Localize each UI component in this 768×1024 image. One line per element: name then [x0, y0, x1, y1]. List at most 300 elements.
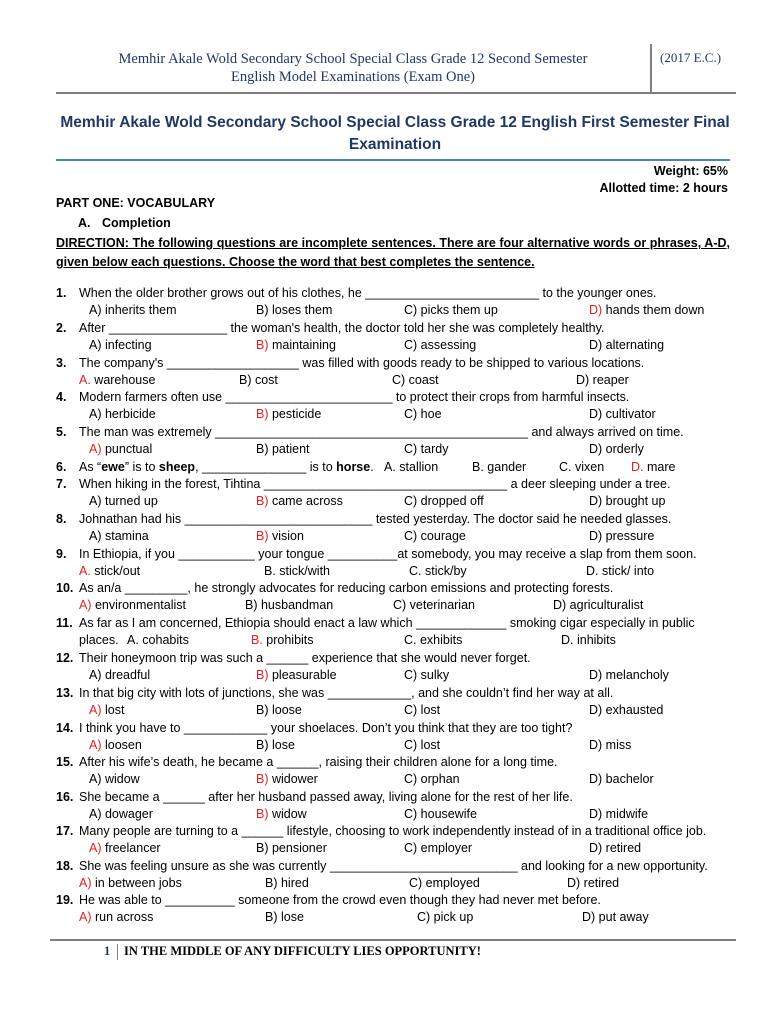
answer-option[interactable]: [89, 807, 153, 821]
stem-part: As “: [79, 460, 102, 474]
option-text: cohabits: [138, 633, 189, 647]
question-item: [56, 651, 736, 685]
answer-option[interactable]: [404, 407, 442, 421]
option-text: stallion: [395, 460, 439, 474]
option-text: herbicide: [101, 407, 156, 421]
answer-option[interactable]: [589, 494, 665, 508]
answer-option[interactable]: [561, 633, 616, 647]
answer-option[interactable]: [89, 668, 150, 682]
option-letter: B): [256, 772, 269, 786]
header-line-2: English Model Examinations (Exam One): [230, 69, 476, 85]
answer-option[interactable]: [472, 460, 526, 474]
option-letter: A): [89, 841, 102, 855]
option-letter: D): [589, 442, 603, 456]
option-text: in between jobs: [91, 876, 182, 890]
option-text: stick/by: [421, 564, 467, 578]
question-number: 11.: [56, 616, 73, 630]
option-letter: C): [404, 494, 418, 508]
option-text: loses them: [268, 303, 333, 317]
option-letter: B): [265, 876, 278, 890]
option-text: pesticide: [268, 407, 322, 421]
footer-motto: IN THE MIDDLE OF ANY DIFFICULTY LIES OPPORTUNITY!: [124, 944, 481, 958]
answer-option[interactable]: [264, 564, 330, 578]
option-text: retired: [580, 876, 620, 890]
option-letter: D): [589, 703, 603, 717]
option-letter: A): [89, 442, 102, 456]
answer-option[interactable]: [409, 564, 467, 578]
option-letter: D): [589, 807, 603, 821]
option-row: [79, 460, 729, 477]
option-text: environmentalist: [91, 598, 186, 612]
question-stem: When the older brother grows out of his clothes, he _________________________ to the younger ones.: [79, 286, 657, 300]
option-letter: B): [256, 668, 269, 682]
option-text: lost: [417, 703, 441, 717]
option-text: warehouse: [90, 373, 156, 387]
answer-option[interactable]: [256, 407, 321, 421]
option-text: midwife: [602, 807, 649, 821]
option-text: dropped off: [417, 494, 484, 508]
option-row: [79, 703, 729, 720]
section-letter: A.: [78, 216, 91, 230]
header-rule: [56, 92, 736, 94]
option-letter: C): [404, 407, 418, 421]
option-letter: C): [404, 738, 418, 752]
option-text: brought up: [602, 494, 666, 508]
time-label: Allotted time: 2 hours: [599, 181, 728, 195]
option-letter: D): [589, 338, 603, 352]
stem-part: horse: [336, 460, 371, 474]
question-number: 8.: [56, 512, 67, 526]
answer-option[interactable]: [265, 876, 309, 890]
question-stem: She became a ______ after her husband passed away, living alone for the rest of her life.: [79, 790, 573, 804]
option-letter: B): [256, 841, 269, 855]
option-text: reaper: [589, 373, 629, 387]
answer-option[interactable]: [393, 598, 475, 612]
option-text: lost: [417, 738, 441, 752]
answer-option[interactable]: [404, 442, 448, 456]
option-row: [79, 598, 729, 615]
option-letter: A): [89, 303, 102, 317]
option-text: loosen: [101, 738, 142, 752]
answer-option[interactable]: [404, 338, 476, 352]
answer-option[interactable]: [576, 373, 629, 387]
answer-option[interactable]: [256, 738, 295, 752]
option-letter: A.: [127, 633, 139, 647]
option-text: punctual: [101, 442, 153, 456]
answer-option[interactable]: [589, 303, 704, 317]
answer-option[interactable]: [79, 876, 182, 890]
option-text: hoe: [417, 407, 442, 421]
option-text: dowager: [101, 807, 153, 821]
question-number: 18.: [56, 859, 74, 873]
answer-option[interactable]: [256, 529, 304, 543]
option-text: prohibits: [262, 633, 314, 647]
answer-option[interactable]: [589, 703, 663, 717]
option-letter: B): [256, 442, 269, 456]
question-stem: In that big city with lots of junctions, she was ____________, and she couldn’t find her way at all.: [79, 686, 614, 700]
option-row: [79, 494, 729, 511]
option-letter: D): [582, 910, 596, 924]
option-text: coast: [405, 373, 439, 387]
header-school-title: [56, 50, 650, 86]
answer-option[interactable]: [409, 876, 480, 890]
page-header: [56, 44, 736, 94]
question-stem: She was feeling unsure as she was currently ___________________________ and looking for a new opportunity.: [79, 859, 708, 873]
stem-part: .: [370, 460, 374, 474]
section-heading: [78, 216, 171, 230]
question-item: [56, 721, 736, 755]
option-letter: A): [89, 703, 102, 717]
title-rule: [56, 159, 730, 161]
question-stem: Modern farmers often use ________________________ to protect their crops from harmful insects.: [79, 390, 630, 404]
option-letter: A): [79, 876, 92, 890]
question-number: 15.: [56, 755, 74, 769]
option-letter: D): [553, 598, 567, 612]
answer-option[interactable]: [256, 841, 327, 855]
option-letter: B.: [264, 564, 276, 578]
option-letter: A): [89, 668, 102, 682]
answer-option[interactable]: [589, 738, 631, 752]
question-item: [56, 893, 736, 927]
option-letter: C): [404, 841, 418, 855]
option-text: put away: [595, 910, 649, 924]
option-letter: B): [245, 598, 258, 612]
answer-option[interactable]: [586, 564, 654, 578]
answer-option[interactable]: [404, 772, 460, 786]
option-letter: B): [256, 807, 269, 821]
question-item: [56, 616, 736, 650]
answer-option[interactable]: [256, 703, 302, 717]
answer-option[interactable]: [589, 668, 669, 682]
question-number: 16.: [56, 790, 74, 804]
answer-option[interactable]: [89, 703, 124, 717]
option-letter: A): [89, 529, 102, 543]
answer-option[interactable]: [404, 807, 477, 821]
exam-title-line-2: Examination: [348, 136, 442, 153]
option-letter: B): [256, 494, 269, 508]
question-stem: As far as I am concerned, Ethiopia should enact a law which _____________ smoking cigar especially in public: [79, 616, 695, 630]
option-text: stick/ into: [598, 564, 655, 578]
answer-option[interactable]: [79, 564, 140, 578]
answer-option[interactable]: [589, 841, 641, 855]
answer-option[interactable]: [89, 407, 156, 421]
option-row: [79, 738, 729, 755]
answer-option[interactable]: [582, 910, 649, 924]
question-stem: The company's ___________________ was filled with goods ready to be shipped to various locations.: [79, 356, 645, 370]
option-row: [79, 772, 729, 789]
answer-option[interactable]: [404, 841, 472, 855]
option-text: mare: [643, 460, 676, 474]
answer-option[interactable]: [559, 460, 604, 474]
option-text: gander: [483, 460, 527, 474]
option-letter: B): [256, 738, 269, 752]
question-number: 19.: [56, 893, 74, 907]
answer-option[interactable]: [89, 442, 152, 456]
question-number: 14.: [56, 721, 74, 735]
answer-option[interactable]: [567, 876, 619, 890]
option-text: inhibits: [573, 633, 616, 647]
option-letter: A.: [384, 460, 396, 474]
option-text: cultivator: [602, 407, 656, 421]
option-letter: C): [409, 876, 423, 890]
option-row: [79, 910, 729, 927]
footer-divider: [117, 944, 118, 960]
option-text: hired: [277, 876, 309, 890]
question-number: 12.: [56, 651, 74, 665]
option-letter: C): [404, 807, 418, 821]
question-item: [56, 390, 736, 424]
option-letter: D): [589, 303, 603, 317]
option-text: lost: [101, 703, 125, 717]
answer-option[interactable]: [256, 303, 332, 317]
question-item: [56, 581, 736, 615]
option-letter: C.: [404, 633, 417, 647]
option-letter: D.: [586, 564, 599, 578]
question-stem: When hiking in the forest, Tihtina ___________________________________ a deer sleeping under a tree.: [79, 477, 671, 491]
stem-part: ” is to: [124, 460, 159, 474]
option-text: widower: [268, 772, 318, 786]
question-stem: Many people are turning to a ______ lifestyle, choosing to work independently instead of in a traditional office job.: [79, 824, 707, 838]
option-letter: C): [404, 529, 418, 543]
option-row: [79, 303, 729, 320]
option-letter: A.: [79, 564, 91, 578]
answer-option[interactable]: [589, 807, 648, 821]
option-letter: B): [256, 529, 269, 543]
question-stem: Johnathan had his ___________________________ tested yesterday. The doctor said he needed glasses.: [79, 512, 672, 526]
option-letter: D): [589, 529, 603, 543]
option-text: run across: [91, 910, 154, 924]
option-text: melancholy: [602, 668, 669, 682]
question-stem: After his wife’s death, he became a ______, raising their children alone for a long time.: [79, 755, 558, 769]
option-letter: C): [404, 303, 418, 317]
option-text: alternating: [602, 338, 665, 352]
option-letter: A): [79, 598, 92, 612]
answer-option[interactable]: [89, 738, 142, 752]
question-stem: After _________________ the woman's health, the doctor told her she was completely healthy.: [79, 321, 605, 335]
answer-option[interactable]: [89, 338, 152, 352]
question-item: [56, 824, 736, 858]
answer-option[interactable]: [404, 668, 449, 682]
option-text: lose: [277, 910, 304, 924]
option-text: infecting: [101, 338, 152, 352]
option-text: tardy: [417, 442, 449, 456]
option-text: widow: [101, 772, 140, 786]
answer-option[interactable]: [256, 807, 307, 821]
option-letter: C): [404, 668, 418, 682]
option-text: employed: [422, 876, 480, 890]
option-text: widow: [268, 807, 307, 821]
question-number: 10.: [56, 581, 74, 595]
header-line-1: Memhir Akale Wold Secondary School Special Class Grade 12 Second Semester: [118, 51, 588, 67]
answer-option[interactable]: [417, 910, 473, 924]
option-text: orphan: [417, 772, 460, 786]
option-text: exhibits: [416, 633, 463, 647]
weight-label: Weight: 65%: [653, 164, 728, 178]
question-stem: As an/a _________, he strongly advocates for reducing carbon emissions and protecting forests.: [79, 581, 614, 595]
question-stem: I think you have to ____________ your shoelaces. Don’t you think that they are too tight?: [79, 721, 573, 735]
question-item: [56, 686, 736, 720]
question-number: 2.: [56, 321, 67, 335]
option-row: [79, 442, 729, 459]
answer-option[interactable]: [392, 373, 439, 387]
answer-option[interactable]: [239, 373, 278, 387]
answer-option[interactable]: [89, 841, 161, 855]
page-number: 1: [104, 944, 111, 958]
answer-option[interactable]: [589, 772, 654, 786]
exam-title: [50, 112, 740, 156]
answer-option[interactable]: [589, 442, 644, 456]
option-text: employer: [417, 841, 473, 855]
option-text: vision: [268, 529, 304, 543]
option-letter: D): [589, 738, 603, 752]
answer-option[interactable]: [384, 460, 438, 474]
section-label: Completion: [102, 216, 171, 230]
header-divider: [650, 44, 652, 92]
option-letter: D.: [631, 460, 644, 474]
option-text: came across: [268, 494, 343, 508]
option-letter: B): [256, 407, 269, 421]
option-letter: D): [589, 668, 603, 682]
question-number: 4.: [56, 390, 67, 404]
direction-text: DIRECTION: The following questions are incomplete sentences. There are four alternative words or phrases, A-D, given below each questions. Choose the word that best completes the sentence.: [56, 236, 730, 269]
option-letter: C): [392, 373, 406, 387]
option-text: stamina: [101, 529, 149, 543]
option-letter: B.: [251, 633, 263, 647]
question-stem: In Ethiopia, if you ___________ your tongue __________at somebody, you may receive a slap from them soon.: [79, 547, 697, 561]
answer-option[interactable]: [89, 303, 177, 317]
option-text: inherits them: [101, 303, 177, 317]
option-text: pick up: [430, 910, 474, 924]
question-number: 9.: [56, 547, 67, 561]
answer-option[interactable]: [404, 703, 440, 717]
option-text: agriculturalist: [566, 598, 644, 612]
answer-option[interactable]: [256, 494, 343, 508]
answer-option[interactable]: [256, 442, 310, 456]
answer-option[interactable]: [589, 338, 664, 352]
option-row: [79, 407, 729, 424]
option-letter: A): [89, 338, 102, 352]
stem-part: , _______________ is to: [195, 460, 337, 474]
answer-option[interactable]: [589, 529, 654, 543]
option-letter: D.: [561, 633, 574, 647]
question-stem: He was able to __________ someone from the crowd even though they had never met before.: [79, 893, 601, 907]
option-letter: C.: [559, 460, 572, 474]
answer-option[interactable]: [404, 529, 466, 543]
question-number: 7.: [56, 477, 67, 491]
answer-option[interactable]: [256, 668, 337, 682]
question-number: 1.: [56, 286, 67, 300]
option-letter: D): [589, 494, 603, 508]
option-text: housewife: [417, 807, 477, 821]
option-letter: B.: [472, 460, 484, 474]
question-number: 3.: [56, 356, 67, 370]
option-text: bachelor: [602, 772, 654, 786]
option-letter: D): [589, 772, 603, 786]
option-row: [79, 529, 729, 546]
answer-option[interactable]: [256, 772, 318, 786]
option-letter: C): [404, 442, 418, 456]
question-item: [56, 321, 736, 355]
option-letter: A.: [79, 373, 91, 387]
question-item: [56, 859, 736, 893]
option-letter: C): [417, 910, 431, 924]
answer-option[interactable]: [553, 598, 643, 612]
answer-option[interactable]: [404, 738, 440, 752]
question-number: 17.: [56, 824, 74, 838]
answer-option[interactable]: [404, 303, 498, 317]
question-number: 13.: [56, 686, 74, 700]
answer-option[interactable]: [79, 910, 153, 924]
option-text: assessing: [417, 338, 477, 352]
option-text: turned up: [101, 494, 158, 508]
option-text: retired: [602, 841, 642, 855]
question-item: [56, 477, 736, 511]
option-letter: D): [567, 876, 581, 890]
option-text: pensioner: [268, 841, 327, 855]
answer-option[interactable]: [265, 910, 304, 924]
option-text: patient: [268, 442, 310, 456]
answer-option[interactable]: [404, 494, 484, 508]
question-item: [56, 356, 736, 390]
option-letter: C.: [409, 564, 422, 578]
question-item: [56, 286, 736, 320]
header-year: (2017 E.C.): [660, 50, 722, 65]
answer-option[interactable]: [89, 529, 149, 543]
answer-option[interactable]: [79, 373, 155, 387]
question-item: [56, 425, 736, 459]
option-letter: B): [239, 373, 252, 387]
answer-option[interactable]: [89, 494, 158, 508]
option-letter: B): [256, 703, 269, 717]
option-letter: A): [89, 407, 102, 421]
question-item: [56, 790, 736, 824]
option-text: vixen: [571, 460, 605, 474]
answer-option[interactable]: [251, 633, 314, 647]
question-number: 6.: [56, 460, 67, 474]
question-item: [56, 460, 736, 477]
option-letter: A): [89, 807, 102, 821]
option-letter: C): [404, 703, 418, 717]
answer-option[interactable]: [404, 633, 462, 647]
option-text: veterinarian: [406, 598, 475, 612]
option-text: freelancer: [101, 841, 161, 855]
option-letter: A): [89, 494, 102, 508]
option-letter: B): [265, 910, 278, 924]
option-text: stick/out: [90, 564, 141, 578]
option-text: miss: [602, 738, 632, 752]
option-row: [79, 633, 729, 650]
question-item: [56, 512, 736, 546]
answer-option[interactable]: [79, 598, 186, 612]
option-text: courage: [417, 529, 466, 543]
option-letter: C): [404, 772, 418, 786]
part-heading: PART ONE: VOCABULARY: [56, 196, 216, 210]
question-item: [56, 755, 736, 789]
answer-option[interactable]: [256, 338, 336, 352]
option-letter: B): [256, 303, 269, 317]
answer-option[interactable]: [89, 772, 140, 786]
option-text: lose: [268, 738, 295, 752]
exam-meta: [600, 163, 728, 197]
answer-option[interactable]: [589, 407, 656, 421]
option-letter: A): [79, 910, 92, 924]
exam-title-line-1: Memhir Akale Wold Secondary School Special Class Grade 12 English First Semester Final: [60, 114, 730, 131]
answer-option[interactable]: [631, 460, 675, 474]
option-row: [79, 338, 729, 355]
answer-option[interactable]: [245, 598, 333, 612]
answer-option[interactable]: [127, 633, 189, 647]
option-row: [79, 668, 729, 685]
